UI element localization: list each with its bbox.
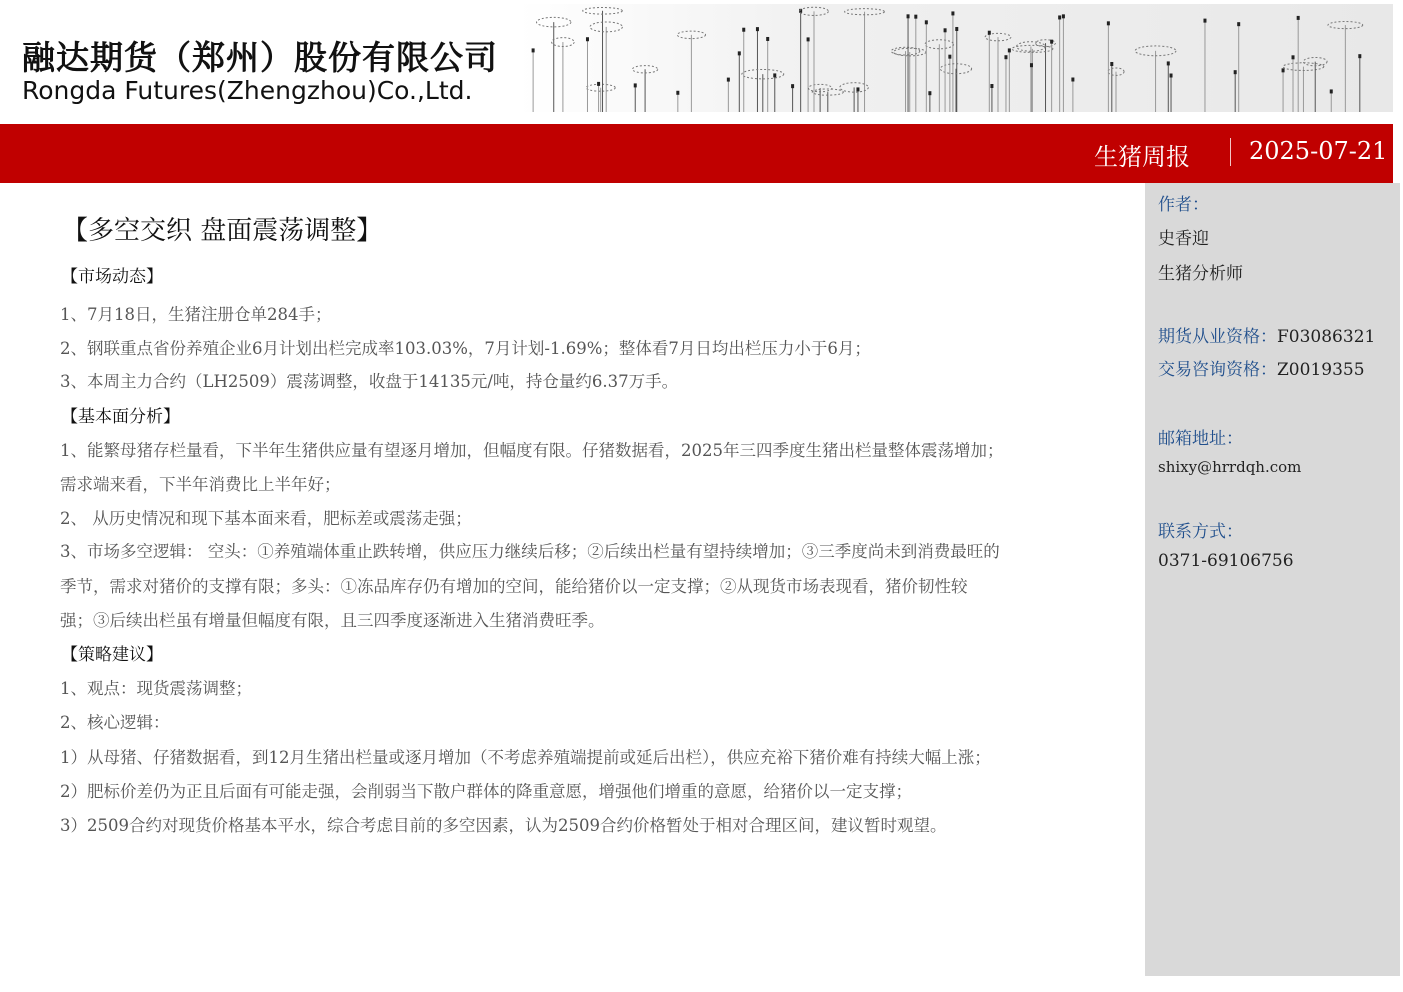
consult-qualification-value: Z0019355 [1277, 360, 1365, 380]
fundamentals-line-4: 3、市场多空逻辑： 空头：①养殖端体重止跌转增，供应压力继续后移；②后续出栏量有望持续增加；③三季度尚未到消费最旺的 [60, 542, 1000, 561]
banner-cap [1107, 21, 1110, 25]
banner-cap [1237, 22, 1240, 26]
banner-cap [1358, 54, 1361, 58]
banner-cap [1170, 74, 1173, 78]
banner-cap [634, 83, 637, 87]
fundamentals-line-5: 季节，需求对猪价的支撑有限；多头：①冻品库存仍有增加的空间，能给猪价以一定支撑；②从现货市场表现看，猪价韧性较 [60, 577, 968, 596]
banner-cap [738, 51, 741, 55]
banner-cap [1058, 15, 1061, 19]
banner-cap [944, 28, 947, 32]
strategy-line-4: 2）肥标价差仍为正且后面有可能走强，会削弱当下散户群体的降重意愿，增强他们增重的意愿，给猪价以一定支撑； [60, 782, 912, 801]
banner-cap [1330, 89, 1333, 93]
banner-cap [988, 31, 991, 35]
fundamentals-line-2: 需求端来看，下半年消费比上半年好； [60, 475, 341, 494]
banner-cap [928, 91, 931, 95]
market-line-1: 1、7月18日，生猪注册仓单284手； [60, 305, 332, 324]
author-title: 生猪分析师 [1158, 264, 1243, 284]
fundamentals-line-3: 2、 从历史情况和现下基本面来看，肥标差或震荡走强； [60, 509, 472, 528]
consult-qualification-label: 交易咨询资格： [1158, 360, 1277, 380]
report-type: 生猪周报 [1094, 143, 1190, 171]
banner-cap [756, 27, 759, 31]
report-title-bar [0, 124, 1393, 183]
market-line-3: 3、本周主力合约（LH2509）震荡调整，收盘于14135元/吨，持仓量约6.37万手。 [60, 372, 679, 391]
banner-cap [807, 37, 810, 41]
email-address[interactable]: shixy@hrrdqh.com [1158, 458, 1302, 476]
banner-cap [1234, 70, 1237, 74]
banner-cap [766, 37, 769, 41]
contact-label: 联系方式： [1158, 522, 1243, 542]
strategy-line-3: 1）从母猪、仔猪数据看，到12月生猪出栏量或逐月增加（不考虑养殖端提前或延后出栏），供应充裕下猪价难有持续大幅上涨； [60, 748, 991, 767]
fundamentals-line-6: 强；③后续出栏虽有增量但幅度有限，且三四季度逐渐进入生猪消费旺季。 [60, 611, 605, 630]
banner-cap [1110, 62, 1113, 66]
banner-cap [773, 73, 776, 77]
banner-cap [532, 48, 535, 52]
banner-cap [951, 11, 954, 15]
banner-cap [1004, 55, 1007, 59]
section-heading-fundamentals: 【基本面分析】 [61, 407, 180, 427]
market-line-2: 2、钢联重点省份养殖企业6月计划出栏完成率103.03%，7月计划-1.69%；整体看7月日均出栏压力小于6月； [60, 339, 871, 358]
contact-phone: 0371-69106756 [1158, 551, 1294, 571]
strategy-line-1: 1、观点：现货震荡调整； [60, 679, 252, 698]
fundamentals-line-1: 1、能繁母猪存栏量看，下半年生猪供应量有望逐月增加，但幅度有限。仔猪数据看，2025年三四季度生猪出栏量整体震荡增加； [60, 441, 1004, 460]
banner-cap [676, 91, 679, 95]
section-heading-market: 【市场动态】 [61, 267, 163, 287]
banner-cap [791, 84, 794, 88]
title-divider [1230, 138, 1231, 166]
author-sidebar [1145, 183, 1400, 976]
banner-cap [1071, 78, 1074, 82]
banner-cap [1062, 14, 1065, 18]
banner-cap [586, 37, 589, 41]
banner-cap [990, 84, 993, 88]
banner-cap [1030, 63, 1033, 67]
section-heading-strategy: 【策略建议】 [61, 645, 163, 665]
company-name-cn: 融达期货（郑州）股份有限公司 [22, 38, 498, 77]
banner-cap [1167, 61, 1170, 65]
futures-qualification [1158, 322, 1375, 347]
banner-cap [1203, 19, 1206, 23]
banner-cap [742, 28, 745, 32]
author-name: 史香迎 [1158, 229, 1209, 249]
banner-cap [955, 27, 958, 31]
banner-cap [948, 55, 951, 59]
strategy-line-5: 3）2509合约对现货价格基本平水，综合考虑目前的多空因素，认为2509合约价格暂处于相对合理区间，建议暂时观望。 [60, 816, 947, 835]
report-headline: 【多空交织 盘面震荡调整】 [62, 216, 383, 246]
banner-cap [1297, 16, 1300, 20]
banner-cap [914, 15, 917, 19]
report-date: 2025-07-21 [1249, 137, 1388, 165]
consult-qualification [1158, 355, 1365, 380]
decorative-banner [518, 4, 1393, 112]
futures-qualification-label: 期货从业资格： [1158, 327, 1277, 347]
banner-cap [907, 14, 910, 18]
banner-cap [925, 20, 928, 24]
banner-cap [1282, 68, 1285, 72]
futures-qualification-value: F03086321 [1277, 327, 1376, 347]
banner-cap [597, 82, 600, 86]
banner-cap [1292, 55, 1295, 59]
email-label: 邮箱地址： [1158, 429, 1243, 449]
banner-cap [1008, 48, 1011, 52]
author-label: 作者： [1158, 195, 1209, 215]
banner-cap [727, 78, 730, 82]
company-name-en: Rongda Futures(Zhengzhou)Co.,Ltd. [22, 76, 473, 105]
strategy-line-2: 2、核心逻辑： [60, 713, 170, 732]
banner-cap [856, 87, 859, 91]
banner-cap [1050, 40, 1053, 44]
